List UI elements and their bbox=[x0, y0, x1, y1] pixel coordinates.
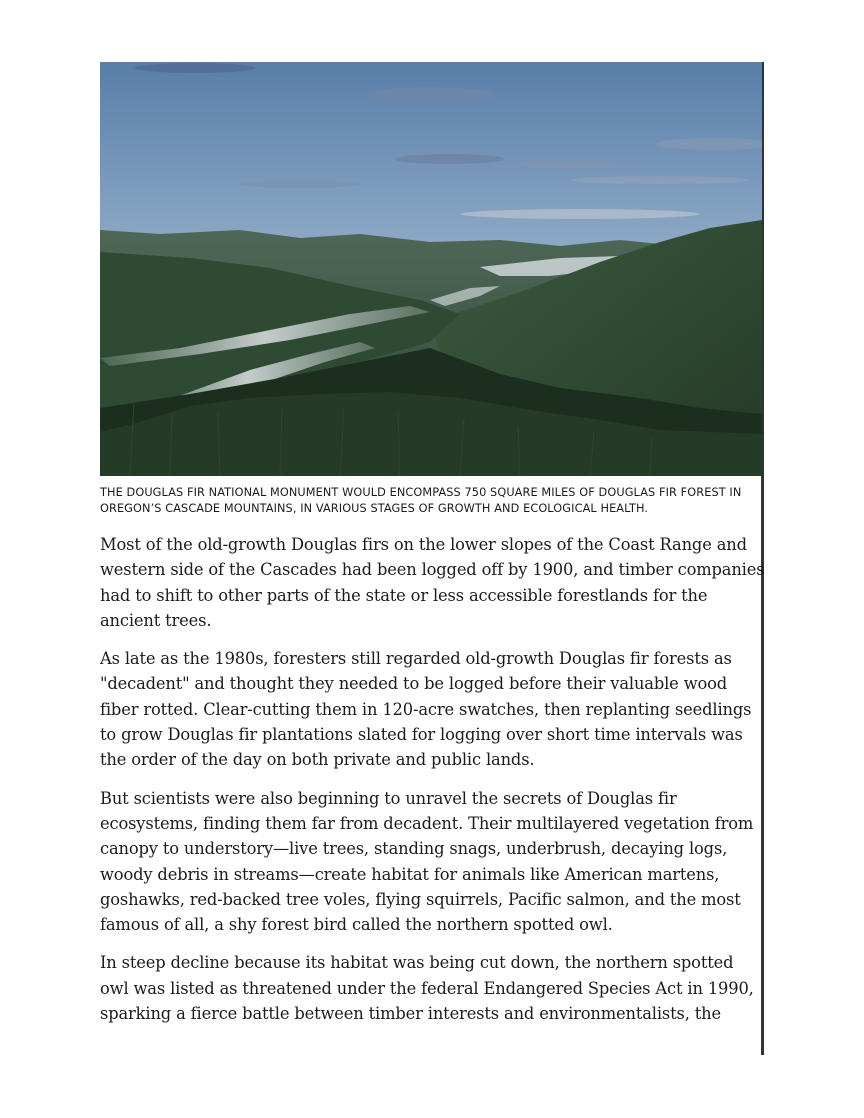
article-paragraph: Most of the old-growth Douglas firs on the lower slopes of the Coast Range and western side of the Cascades had been logged off by 1900, and timber companies had to shift to other parts of the state or less accessible forestlands for the ancient trees. bbox=[100, 535, 765, 630]
article-paragraph: In steep decline because its habitat was being cut down, the northern spotted owl was listed as threatened under the federal Endangered Species Act in 1990, sparking a fierce battle between timber interests and environmentalists, the bbox=[100, 953, 754, 1024]
photo-caption: THE DOUGLAS FIR NATIONAL MONUMENT WOULD ENCOMPASS 750 SQUARE MILES OF DOUGLAS FIR FOREST IN OREGON’S CASCADE MOUNTAINS, IN VARIOUS STAGES OF GROWTH AND ECOLOGICAL HEALTH. bbox=[100, 486, 742, 515]
article-body bbox=[100, 532, 765, 1026]
article-page bbox=[100, 62, 765, 1039]
article-paragraph: But scientists were also beginning to unravel the secrets of Douglas fir ecosystems, finding them far from decadent. Their multilayered vegetation from canopy to understory—live trees, standing snags, underbrush, decaying logs, woody debris in streams—create habitat for animals like American martens, goshawks, red-backed tree voles, flying squirrels, Pacific salmon, and the most famous of all, a shy forest bird called the northern spotted owl. bbox=[100, 788, 754, 935]
forest-landscape-photo bbox=[100, 62, 762, 476]
article-paragraph: As late as the 1980s, foresters still regarded old-growth Douglas fir forests as "decadent" and thought they needed to be logged before their valuable wood fiber rotted. Clear-cutting them in 120-acre swatches, then replanting seedlings to grow Douglas fir plantations slated for logging over short time intervals was the order of the day on both private and public lands. bbox=[100, 649, 752, 770]
